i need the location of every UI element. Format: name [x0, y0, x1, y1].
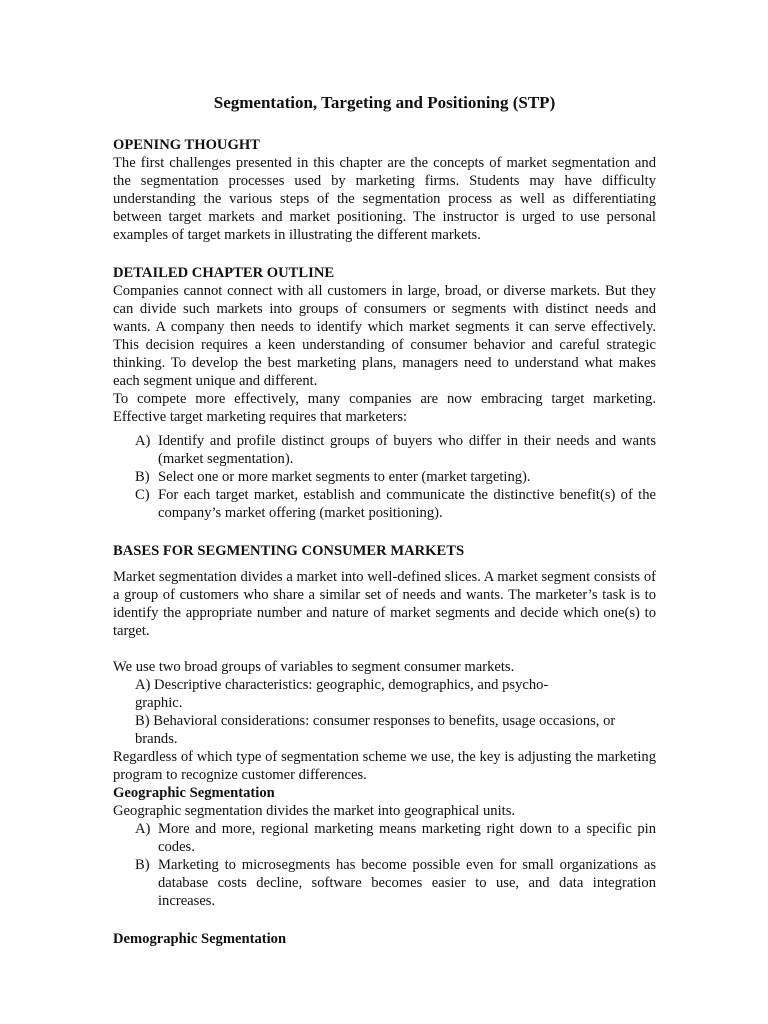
- geographic-heading: Geographic Segmentation: [113, 785, 275, 801]
- list-marker: A): [135, 433, 151, 449]
- demographic-heading: Demographic Segmentation: [113, 931, 287, 947]
- bases-group-b: B) Behavioral considerations: consumer responses to benefits, usage occasions, or brands.: [135, 713, 616, 747]
- list-marker: B): [135, 469, 150, 485]
- page-title: Segmentation, Targeting and Positioning (STP): [213, 93, 556, 112]
- opening-heading: OPENING THOUGHT: [113, 137, 260, 153]
- list-item: [113, 486, 656, 522]
- list-marker: C): [135, 487, 150, 503]
- list-item: [113, 820, 656, 856]
- spacer: [113, 640, 656, 658]
- outline-paragraph-1: Companies cannot connect with all customers in large, broad, or diverse markets. But they can divide such markets into groups of consumers or segments with distinct needs and wants. A company then needs to identify which market segments it can serve effectively. This decision requires a keen understanding of consumer behavior and careful strategic thinking. To develop the best marketing plans, managers need to understand what makes each segment unique and different.: [113, 283, 656, 389]
- bases-heading: BASES FOR SEGMENTING CONSUMER MARKETS: [113, 543, 465, 559]
- opening-text: The first challenges presented in this chapter are the concepts of market segmentation and the segmentation processes used by marketing firms. Students may have difficulty understanding the various steps of the segmentation process as well as differentiating between target markets and market positioning. The instructor is urged to use personal examples of target markets in illustrating the different markets.: [113, 155, 656, 243]
- bases-paragraph-2: We use two broad groups of variables to segment consumer markets.: [113, 659, 515, 675]
- spacer: [113, 910, 656, 930]
- geographic-list: [113, 820, 656, 910]
- geographic-intro: Geographic segmentation divides the market into geographical units.: [113, 803, 516, 819]
- list-item-text: More and more, regional marketing means marketing right down to a specific pin codes.: [158, 821, 656, 855]
- outline-heading: DETAILED CHAPTER OUTLINE: [113, 265, 335, 281]
- list-marker: B): [135, 857, 150, 873]
- bases-group-a-line-2: graphic.: [135, 695, 183, 711]
- bases-group-a-line-1: A) Descriptive characteristics: geographic, demographics, and psycho-: [135, 677, 549, 693]
- outline-list: [113, 432, 656, 522]
- list-item: [113, 468, 656, 486]
- list-item-text: Marketing to microsegments has become possible even for small organizations as database costs decline, software becomes easier to use, and data integration increases.: [158, 857, 656, 909]
- list-item-text: Select one or more market segments to enter (market targeting).: [158, 469, 531, 485]
- list-item-text: For each target market, establish and communicate the distinctive benefit(s) of the company’s market offering (market positioning).: [158, 487, 656, 521]
- spacer: [113, 522, 656, 542]
- outline-paragraph-2: To compete more effectively, many companies are now embracing target marketing. Effective target marketing requires that marketers:: [113, 391, 656, 425]
- list-marker: A): [135, 821, 151, 837]
- spacer: [113, 560, 656, 568]
- spacer: [113, 244, 656, 264]
- list-item: [113, 856, 656, 910]
- bases-paragraph-3: Regardless of which type of segmentation scheme we use, the key is adjusting the marketing program to recognize customer differences.: [113, 749, 656, 783]
- list-item: [113, 432, 656, 468]
- bases-paragraph-1: Market segmentation divides a market into well-defined slices. A market segment consists of a group of customers who share a similar set of needs and wants. The marketer’s task is to identify the appropriate number and nature of market segments and decide which one(s) to target.: [113, 569, 656, 639]
- list-item-text: Identify and profile distinct groups of buyers who differ in their needs and wants (market segmentation).: [158, 433, 656, 467]
